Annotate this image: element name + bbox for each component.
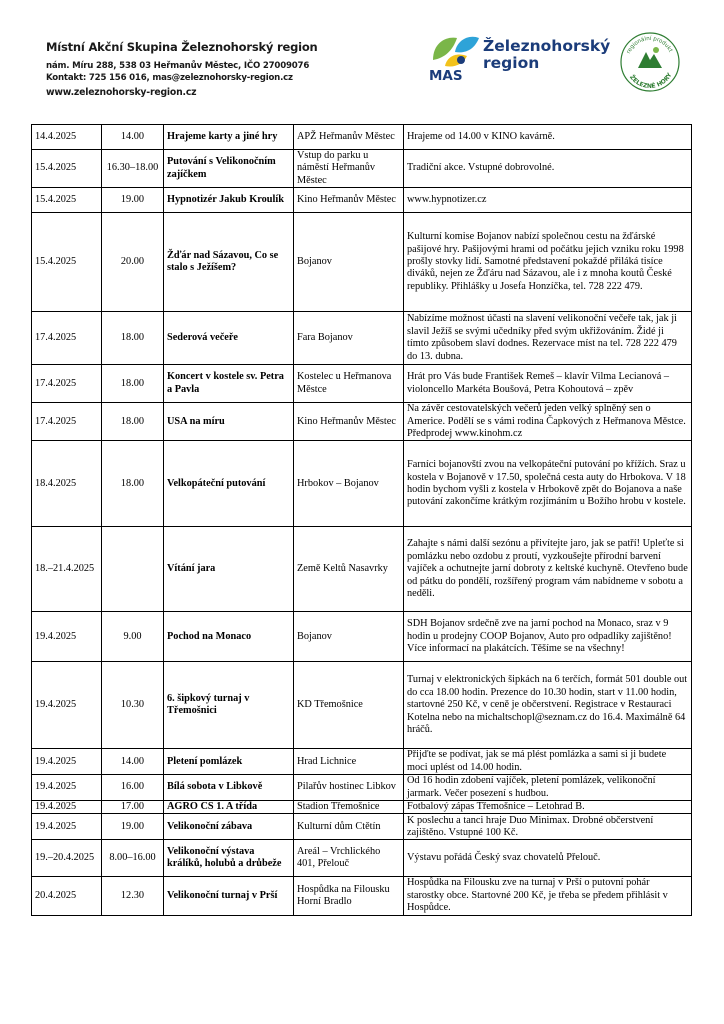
event-date: 19.–20.4.2025 (32, 840, 102, 877)
event-name: 6. šipkový turnaj v Třemošnici (164, 662, 294, 749)
event-place: Kulturní dům Ctětín (294, 814, 404, 840)
event-date: 19.4.2025 (32, 775, 102, 801)
table-row (32, 612, 692, 662)
event-description: Hrát pro Vás bude František Remeš – klavír Vilma Lecianová – violoncello Markéta Boušová, Petra Kohoutová – zpěv (404, 365, 692, 403)
event-name: Putování s Velikonočním zajíčkem (164, 150, 294, 188)
event-place: Kostelec u Heřmanova Městce (294, 365, 404, 403)
event-time: 18.00 (102, 312, 164, 365)
table-row (32, 125, 692, 150)
organization-address: nám. Míru 288, 538 03 Heřmanův Městec, IČO 27009076 (46, 61, 310, 71)
events-table (31, 124, 692, 916)
event-date: 18.4.2025 (32, 441, 102, 527)
event-time: 19.00 (102, 188, 164, 213)
event-name: Velkopáteční putování (164, 441, 294, 527)
event-description: Turnaj v elektronických šipkách na 6 terčích, formát 501 double out do cca 18.00 hodin. Prezence do 10.30 hodin, start v 11.00 hodin, startovné 250 Kč, v ceně je občerstvení. Registrace v Restauraci Kotelna nebo na michaltschopl@seznam.cz do 16.4. Maximálně 64 hráčů. (404, 662, 692, 749)
region-name (483, 38, 610, 72)
event-time: 16.00 (102, 775, 164, 801)
event-date: 18.–21.4.2025 (32, 527, 102, 612)
event-name: Pochod na Monaco (164, 612, 294, 662)
event-description: Hrajeme od 14.00 v KINO kavárně. (404, 125, 692, 150)
event-description: Od 16 hodin zdobení vajíček, pletení pomlázek, velikonoční jarmark. Večer posezení s hudbou. (404, 775, 692, 801)
event-time: 19.00 (102, 814, 164, 840)
event-description: Farníci bojanovští zvou na velkopáteční putování po křížích. Sraz u kostela v Bojanově v 17.50, společná cesta auty do Hrbokova. V 18 hodin bychom vyšli z kostela v Hrbokově zpět do Bojanova a naše putování zakončíme krátkým rozjímáním u Božího hrobu v kostele. (404, 441, 692, 527)
organization-name: Místní Akční Skupina Železnohorský region (46, 40, 318, 54)
table-row (32, 814, 692, 840)
event-name: Pletení pomlázek (164, 749, 294, 775)
regional-product-seal-icon (618, 30, 682, 94)
leaf-logo-icon (425, 30, 485, 70)
table-row (32, 441, 692, 527)
table-row (32, 801, 692, 814)
table-row (32, 188, 692, 213)
event-name: Žďár nad Sázavou, Co se stalo s Ježíšem? (164, 213, 294, 312)
table-row (32, 840, 692, 877)
svg-text:regionální produkt: regionální produkt (625, 35, 674, 55)
event-time: 16.30–18.00 (102, 150, 164, 188)
event-time: 14.00 (102, 125, 164, 150)
table-row (32, 877, 692, 915)
event-date: 15.4.2025 (32, 213, 102, 312)
event-description: www.hypnotizer.cz (404, 188, 692, 213)
event-name: AGRO CS 1. A třída (164, 801, 294, 814)
event-time: 14.00 (102, 749, 164, 775)
event-description: Přijďte se podívat, jak se má plést pomlázka a sami si ji budete moci uplést od 14.00 hodin. (404, 749, 692, 775)
organization-website[interactable]: www.zeleznohorsky-region.cz (46, 87, 197, 98)
event-time: 12.30 (102, 877, 164, 915)
event-date: 15.4.2025 (32, 188, 102, 213)
table-row (32, 662, 692, 749)
event-description: Na závěr cestovatelských večerů jeden velký splněný sen o Americe. Podělí se s vámi rodina Čapkových z Heřmanova Městce. Předprodej www.kinohm.cz (404, 403, 692, 441)
event-date: 19.4.2025 (32, 749, 102, 775)
event-date: 17.4.2025 (32, 312, 102, 365)
event-place: Pilařův hostinec Libkov (294, 775, 404, 801)
event-date: 19.4.2025 (32, 612, 102, 662)
event-date: 19.4.2025 (32, 814, 102, 840)
event-name: Velikonoční zábava (164, 814, 294, 840)
event-name: Hypnotizér Jakub Kroulík (164, 188, 294, 213)
event-description: Fotbalový zápas Třemošnice – Letohrad B. (404, 801, 692, 814)
mas-logo (425, 30, 625, 90)
event-name: Velikonoční výstava králíků, holubů a drůbeže (164, 840, 294, 877)
event-date: 17.4.2025 (32, 365, 102, 403)
event-description: Tradiční akce. Vstupné dobrovolné. (404, 150, 692, 188)
event-name: Hrajeme karty a jiné hry (164, 125, 294, 150)
event-place: Fara Bojanov (294, 312, 404, 365)
event-time: 18.00 (102, 441, 164, 527)
table-row (32, 213, 692, 312)
event-date: 19.4.2025 (32, 662, 102, 749)
event-time: 17.00 (102, 801, 164, 814)
table-row (32, 150, 692, 188)
svg-text:ŽELEZNÉ HORY: ŽELEZNÉ HORY (628, 71, 674, 91)
region-name-line1: Železnohorský (483, 37, 611, 55)
organization-contact: Kontakt: 725 156 016, mas@zeleznohorsky-region.cz (46, 73, 293, 83)
event-place: Kino Heřmanův Městec (294, 188, 404, 213)
event-time: 8.00–16.00 (102, 840, 164, 877)
event-time: 9.00 (102, 612, 164, 662)
event-description: Zahajte s námi další sezónu a přivítejte jaro, jak se patří! Upleťte si pomlázku nebo ozdobu z proutí, vyzkoušejte přírodní barvení vajíček a ochutnejte jarní dobroty z keltské kuchyně. Otevřeno bude od pátku do pondělí, rozšířený program vám nabídneme v sobotu a neděli. (404, 527, 692, 612)
event-time: 10.30 (102, 662, 164, 749)
table-row (32, 775, 692, 801)
event-description: Výstavu pořádá Český svaz chovatelů Přelouč. (404, 840, 692, 877)
event-place: Hrbokov – Bojanov (294, 441, 404, 527)
event-date: 17.4.2025 (32, 403, 102, 441)
event-description: SDH Bojanov srdečně zve na jarní pochod na Monaco, sraz v 9 hodin u prodejny COOP Bojanov, Auto pro odpadlíky zajištěno! Více informací na plakátcích. Těšíme se na všechny! (404, 612, 692, 662)
table-row (32, 312, 692, 365)
event-time: 18.00 (102, 403, 164, 441)
region-name-line2: region (483, 54, 540, 72)
event-time: 18.00 (102, 365, 164, 403)
event-place: Kino Heřmanův Městec (294, 403, 404, 441)
letterhead (46, 40, 318, 98)
event-date: 20.4.2025 (32, 877, 102, 915)
event-place: APŽ Heřmanův Městec (294, 125, 404, 150)
table-row (32, 365, 692, 403)
event-date: 14.4.2025 (32, 125, 102, 150)
event-name: Sederová večeře (164, 312, 294, 365)
event-time: 20.00 (102, 213, 164, 312)
event-place: Vstup do parku u náměstí Heřmanův Městec (294, 150, 404, 188)
event-name: USA na míru (164, 403, 294, 441)
event-place: Země Keltů Nasavrky (294, 527, 404, 612)
event-name: Bílá sobota v Libkově (164, 775, 294, 801)
event-description: K poslechu a tanci hraje Duo Minimax. Drobné občerstvení zajištěno. Vstupné 100 Kč. (404, 814, 692, 840)
event-time (102, 527, 164, 612)
event-description: Kulturní komise Bojanov nabízí společnou cestu na žďárské pašijové hry. Pašijovými hrami od počátku jejich vzniku roku 1998 prošly stovky lidí. Samotné představení pokaždé přiláká tisíce diváků, nejen ze Žďáru nad Sázavou, ale i z mnoha koutů České republiky. Přihlášky u Josefa Honzíčka, tel. 728 222 479. (404, 213, 692, 312)
event-name: Velikonoční turnaj v Prší (164, 877, 294, 915)
event-date: 19.4.2025 (32, 801, 102, 814)
event-name: Koncert v kostele sv. Petra a Pavla (164, 365, 294, 403)
event-place: Hospůdka na Filousku Horní Bradlo (294, 877, 404, 915)
event-date: 15.4.2025 (32, 150, 102, 188)
event-description: Nabízíme možnost účasti na slavení velikonoční večeře tak, jak ji slavil Ježíš se svými učedníky před svým ukřižováním. Židé ji tímto způsobem slaví dodnes. Rezervace míst na tel. 728 222 479 do 13. dubna. (404, 312, 692, 365)
mas-label: MAS (429, 68, 463, 84)
event-place: KD Třemošnice (294, 662, 404, 749)
table-row (32, 749, 692, 775)
event-place: Areál – Vrchlického 401, Přelouč (294, 840, 404, 877)
table-row (32, 403, 692, 441)
event-name: Vítání jara (164, 527, 294, 612)
table-row (32, 527, 692, 612)
event-description: Hospůdka na Filousku zve na turnaj v Prší o putovní pohár starostky obce. Startovné 200 Kč, je třeba se předem přihlásit v Hospůdce. (404, 877, 692, 915)
event-place: Stadion Třemošnice (294, 801, 404, 814)
event-place: Bojanov (294, 612, 404, 662)
event-place: Hrad Lichnice (294, 749, 404, 775)
event-place: Bojanov (294, 213, 404, 312)
